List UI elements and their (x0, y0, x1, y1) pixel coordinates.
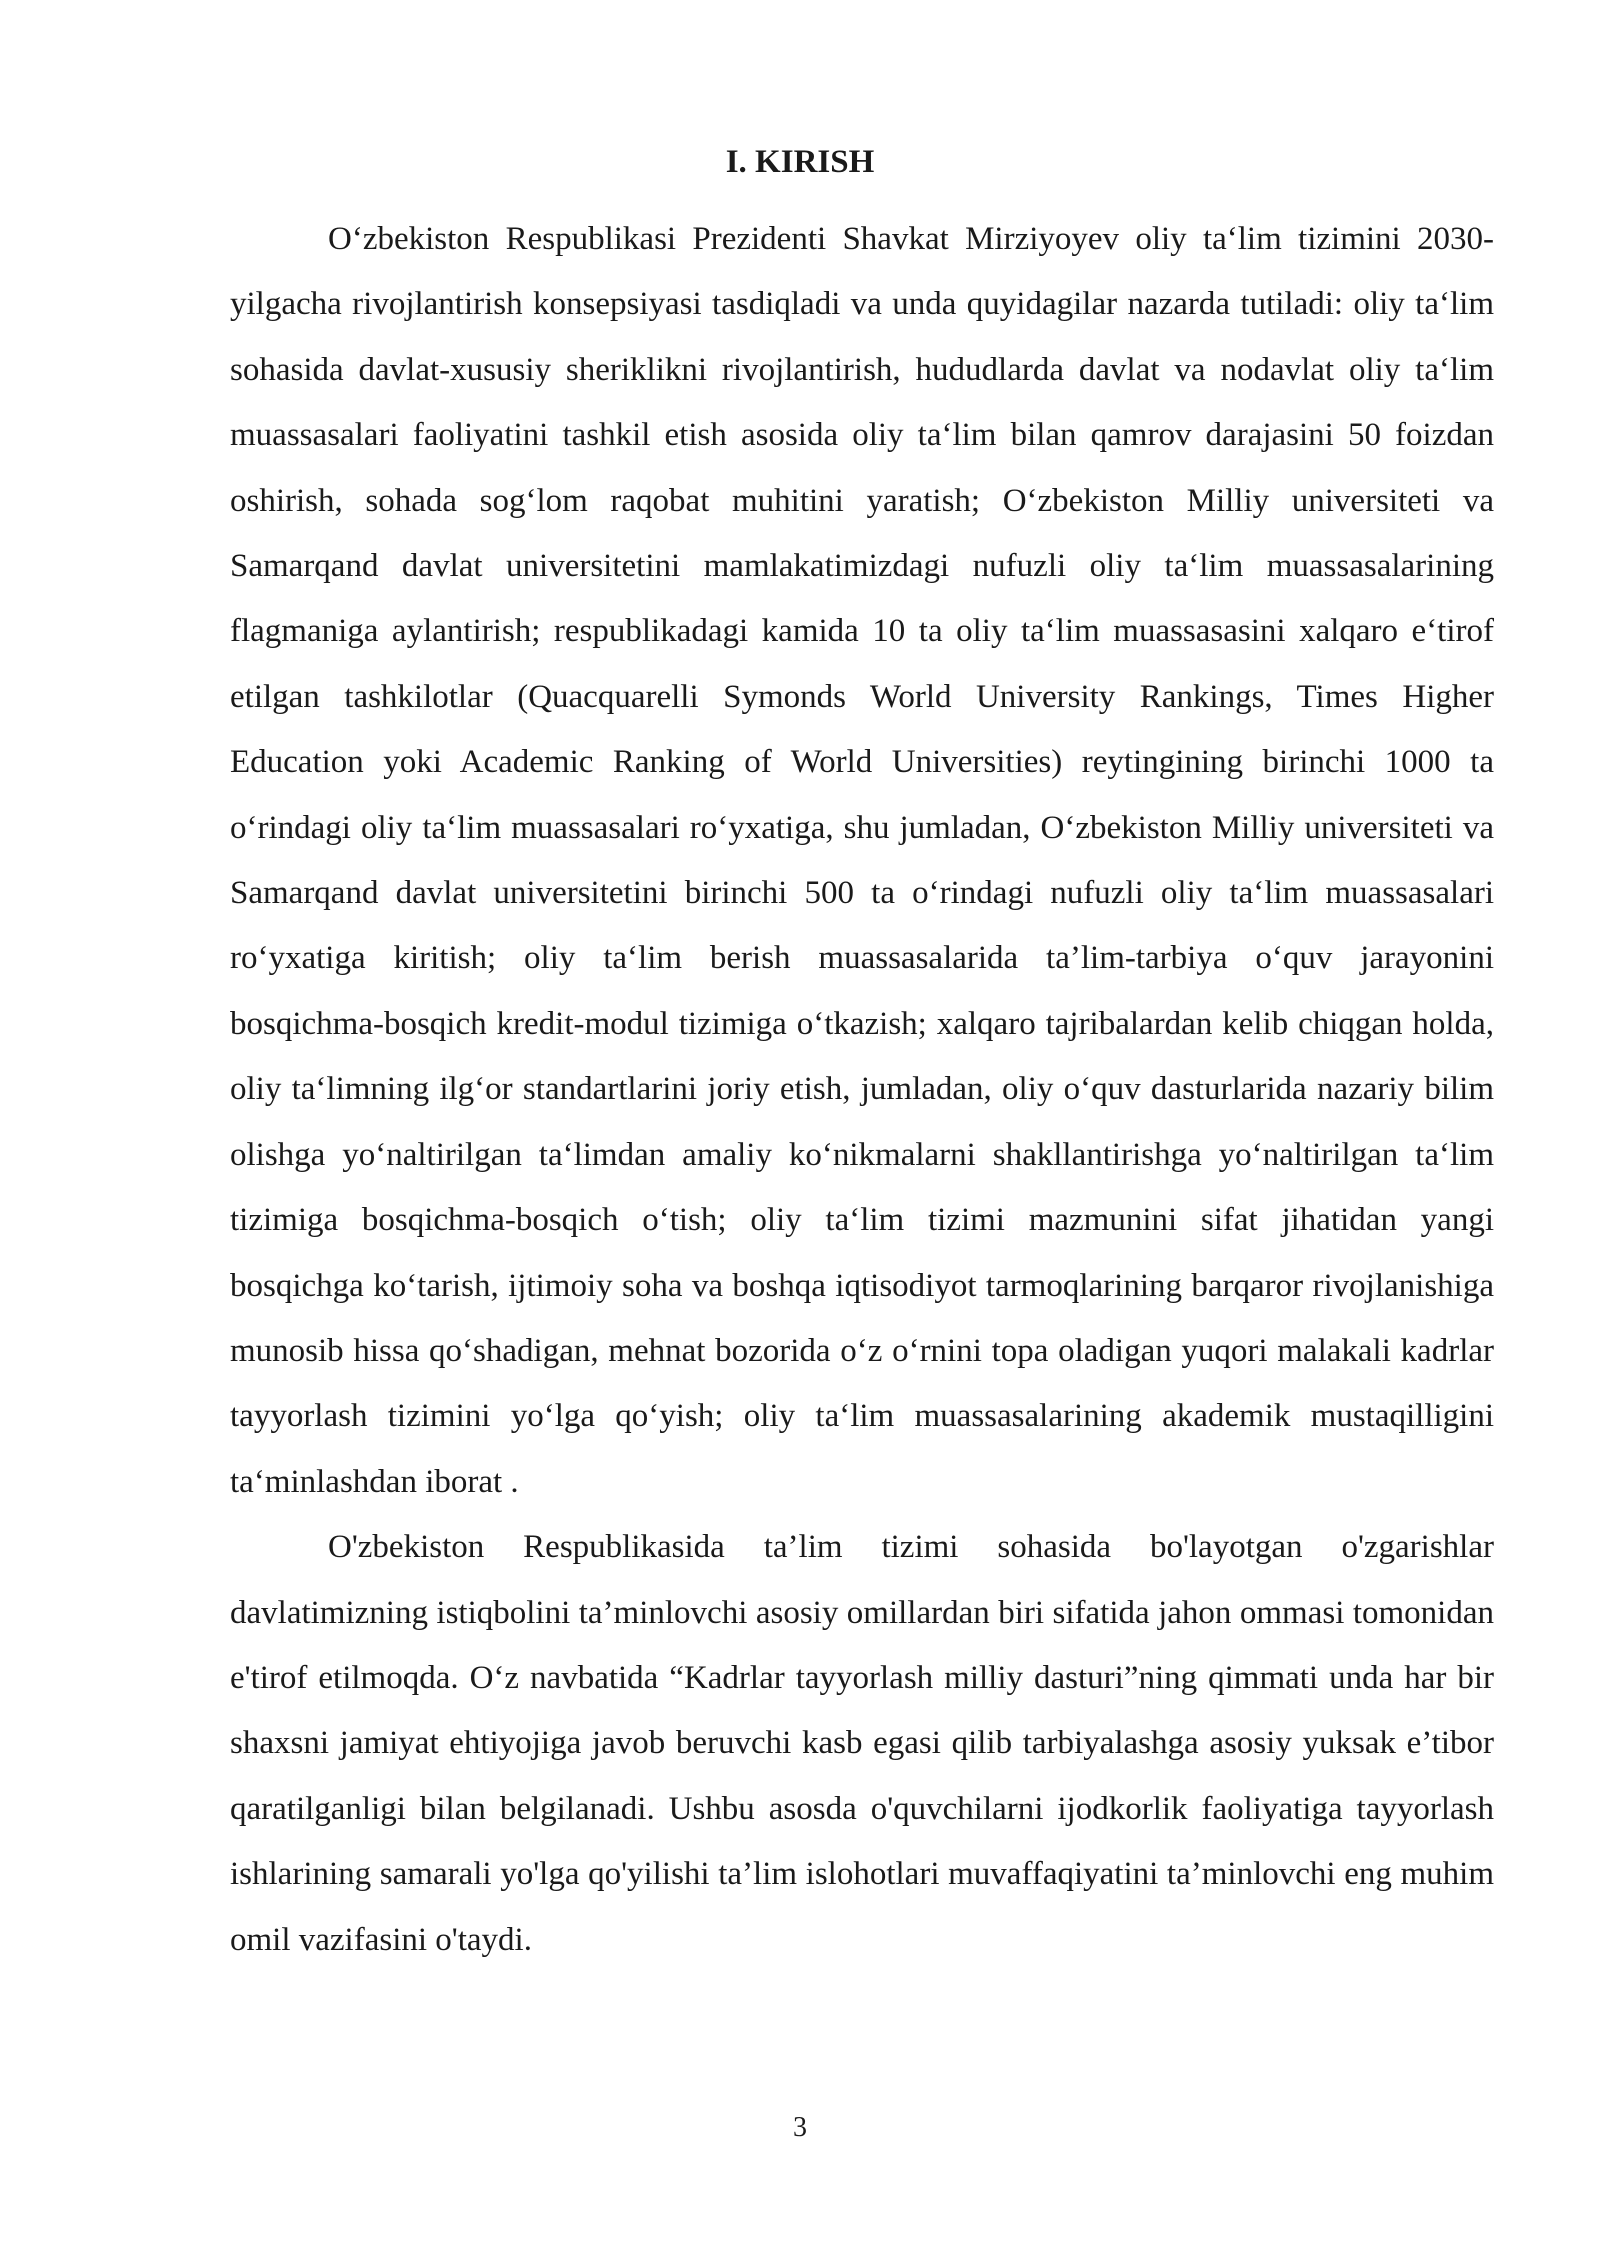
paragraph-2: O'zbekiston Respublikasida ta’lim tizimi sohasida bo'layotgan o'zgarishlar davlatimizning istiqbolini ta’minlovchi asosiy omillardan biri sifatida jahon ommasi tomonidan e'tirof etilmoqda. O‘z navbatida “Kadrlar tayyorlash milliy dasturi”ning qimmati unda har bir shaxsni jamiyat ehtiyojiga javob beruvchi kasb egasi qilib tarbiyalashga asosiy yuksak e’tibor qaratilganligi bilan belgilanadi. Ushbu asosda o'quvchilarni ijodkorlik faoliyatiga tayyorlash ishlarining samarali yo'lga qo'yilishi ta’lim islohotlari muvaffaqiyatini ta’minlovchi eng muhim omil vazifasini o'taydi. (230, 1529, 1494, 1958)
section-heading: I. KIRISH (725, 144, 875, 180)
paragraph-1: O‘zbekiston Respublikasi Prezidenti Shavkat Mirziyoyev oliy ta‘lim tizimini 2030-yilgacha rivojlantirish konsepsiyasi tasdiqladi va unda quyidagilar nazarda tutiladi: oliy ta‘lim sohasida davlat-xususiy sheriklikni rivojlantirish, hududlarda davlat va nodavlat oliy ta‘lim muassasalari faoliyatini tashkil etish asosida oliy ta‘lim bilan qamrov darajasini 50 foizdan oshirish, sohada sog‘lom raqobat muhitini yaratish; O‘zbekiston Milliy universiteti va Samarqand davlat universitetini mamlakatimizdagi nufuzli oliy ta‘lim muassasalarining flagmaniga aylantirish; respublikadagi kamida 10 ta oliy ta‘lim muassasasini xalqaro e‘tirof etilgan tashkilotlar (Quacquarelli Symonds World University Rankings, Times Higher Education yoki Academic Ranking of World Universities) reytingining birinchi 1000 ta o‘rindagi oliy ta‘lim muassasalari ro‘yxatiga, shu jumladan, O‘zbekiston Milliy universiteti va Samarqand davlat universitetini birinchi 500 ta o‘rindagi nufuzli oliy ta‘lim muassasalari ro‘yxatiga kiritish; oliy ta‘lim berish muassasalarida ta’lim-tarbiya o‘quv jarayonini bosqichma-bosqich kredit-modul tizimiga o‘tkazish; xalqaro tajribalardan kelib chiqgan holda, oliy ta‘limning ilg‘or standartlarini joriy etish, jumladan, oliy o‘quv dasturlarida nazariy bilim olishga yo‘naltirilgan ta‘limdan amaliy ko‘nikmalarni shakllantirishga yo‘naltirilgan ta‘lim tizimiga bosqichma-bosqich o‘tish; oliy ta‘lim tizimi mazmunini sifat jihatidan yangi bosqichga ko‘tarish, ijtimoiy soha va boshqa iqtisodiyot tarmoqlarining barqaror rivojlanishiga munosib hissa qo‘shadigan, mehnat bozorida o‘z o‘rnini topa oladigan yuqori malakali kadrlar tayyorlash tizimini yo‘lga qo‘yish; oliy ta‘lim muassasalarining akademik mustaqilligini ta‘minlashdan iborat . (230, 221, 1494, 1500)
page-number: 3 (793, 2112, 807, 2143)
body-text (230, 207, 1494, 1973)
